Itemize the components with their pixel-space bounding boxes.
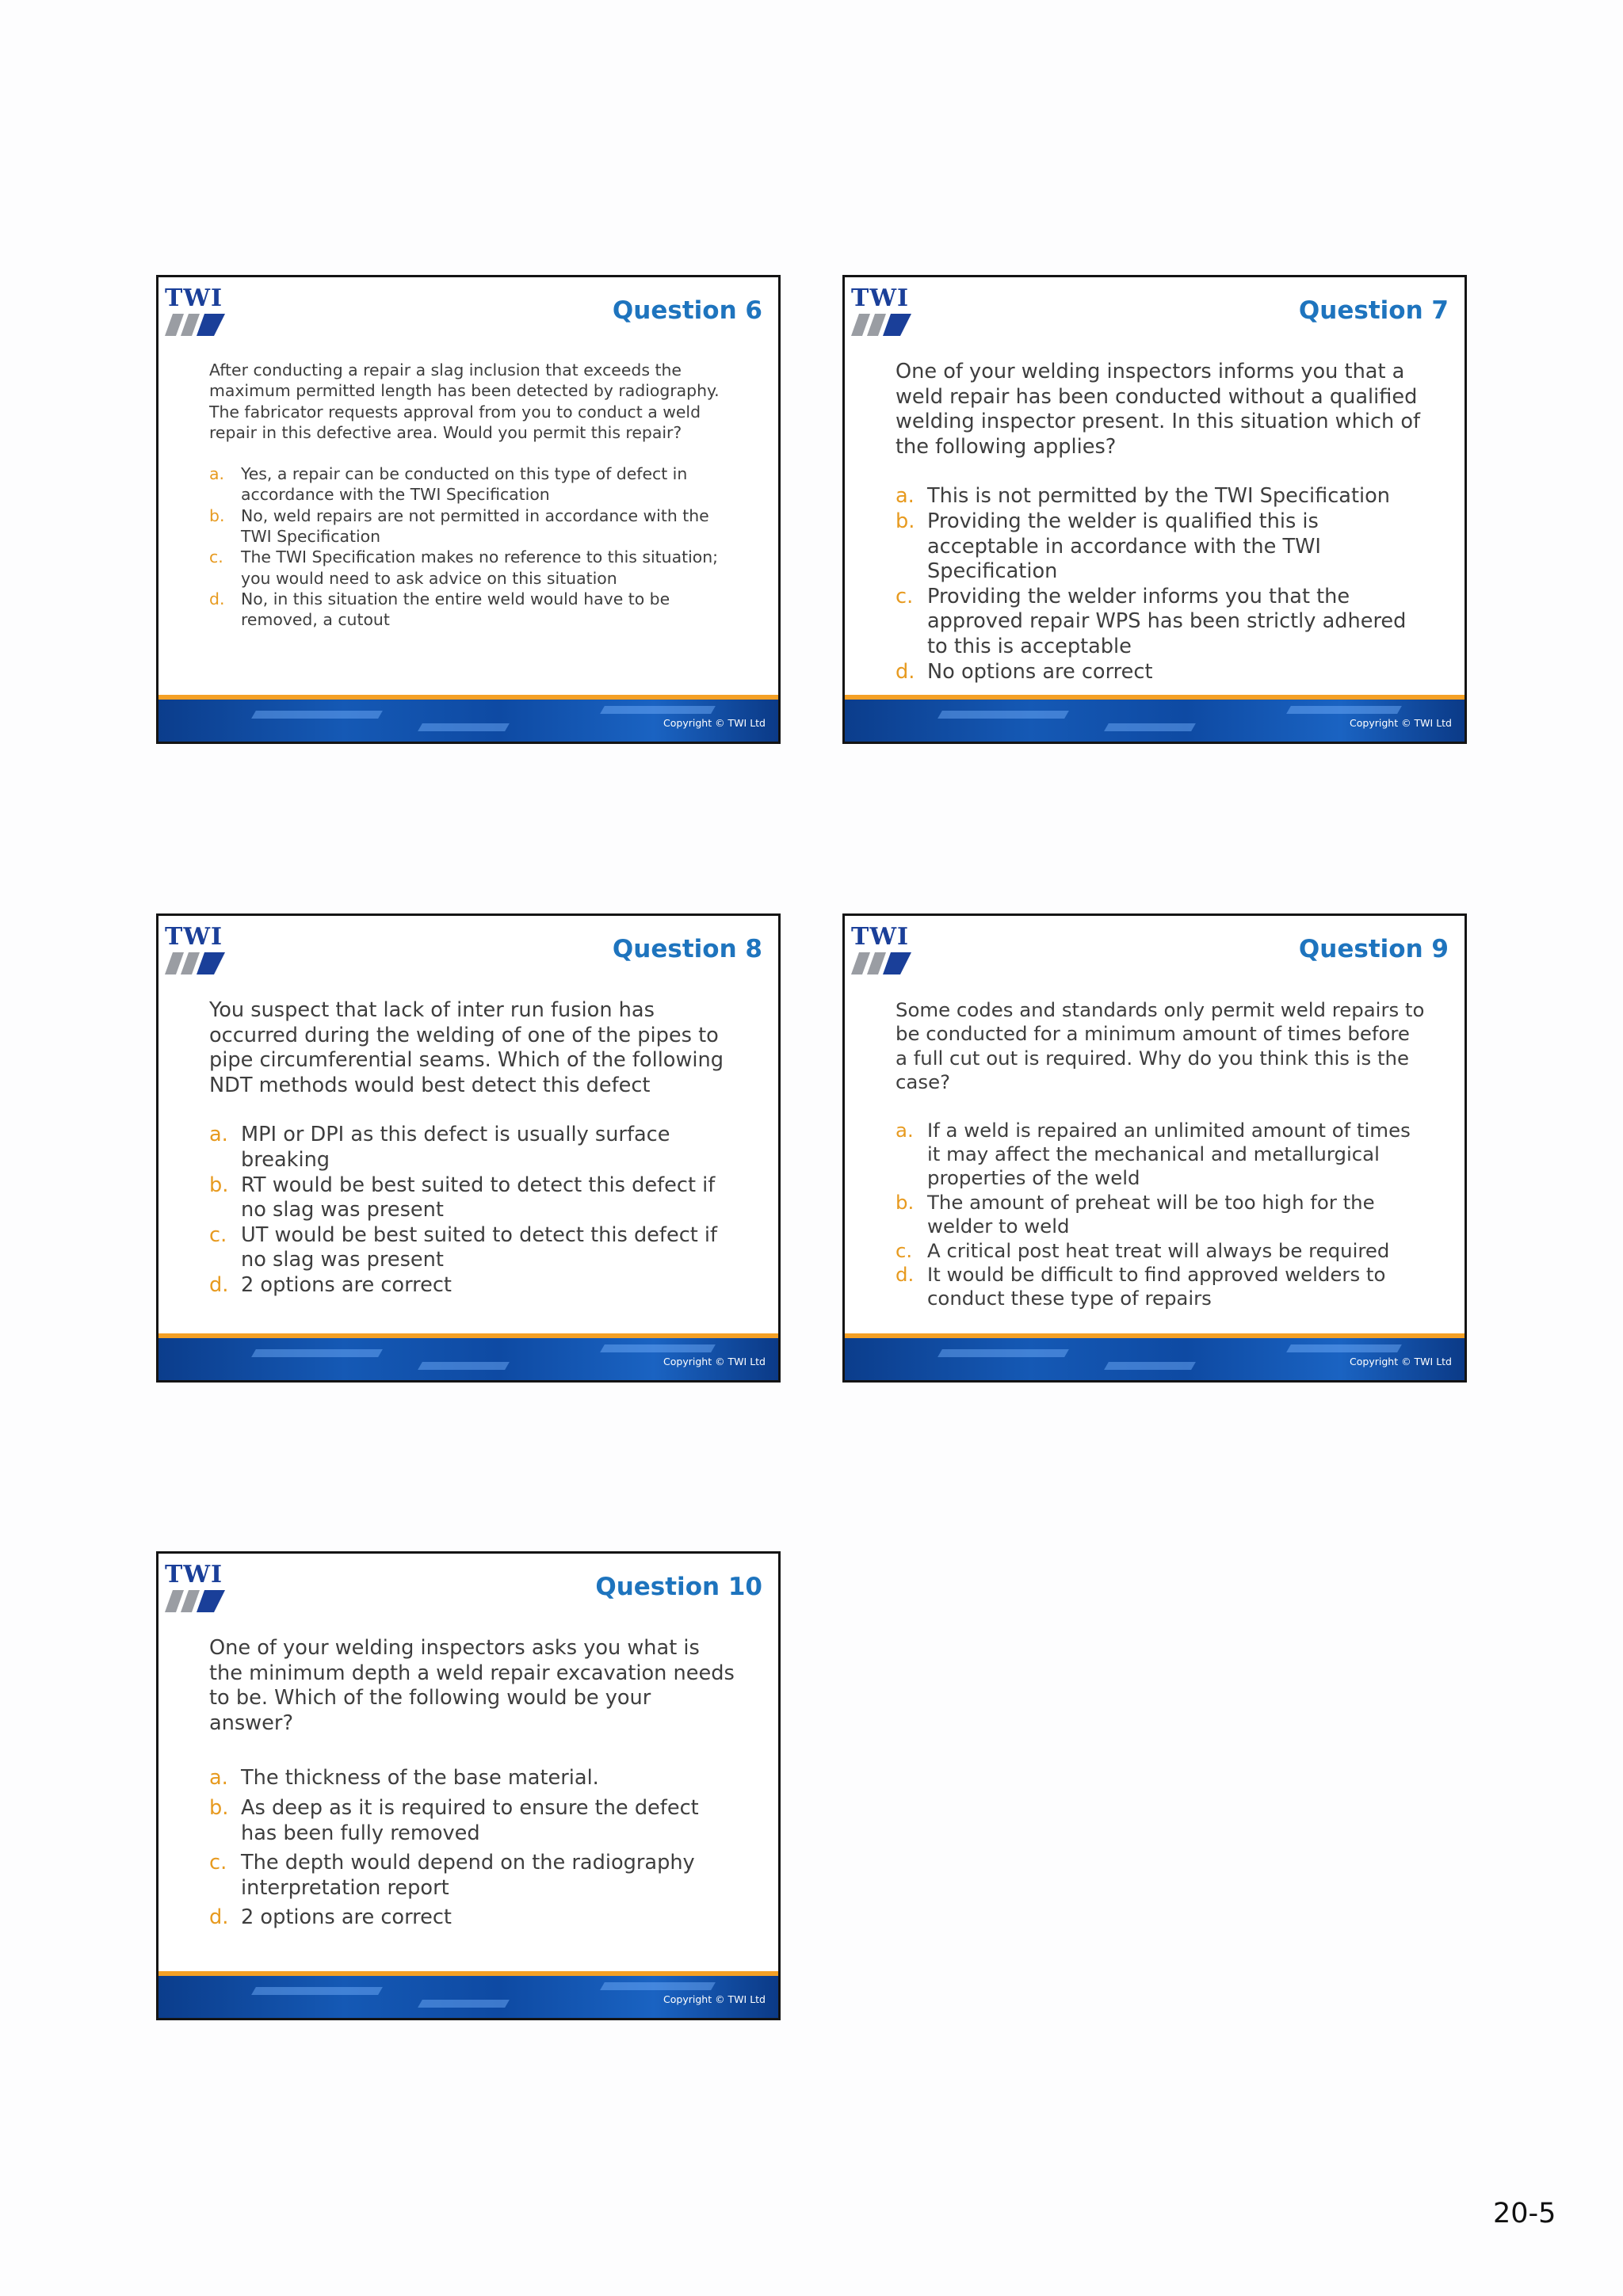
option-text: The amount of preheat will be too high for the welder to weld xyxy=(927,1190,1375,1238)
logo-stripes-icon xyxy=(165,952,225,974)
question-title: Question 6 xyxy=(612,296,762,325)
option-letter: a. xyxy=(209,464,224,484)
option-letter: d. xyxy=(209,1905,229,1930)
option-text: The TWI Specification makes no reference to this situation; you would need to ask advice on this situation xyxy=(241,547,719,588)
page-number: 20-5 xyxy=(1493,2198,1556,2229)
logo-text: TWI xyxy=(165,923,223,951)
footer-band xyxy=(158,700,778,742)
question-title: Question 10 xyxy=(595,1573,762,1601)
option-letter: c. xyxy=(896,1238,913,1262)
slide-question-7 xyxy=(842,275,1467,744)
option-a xyxy=(209,1766,739,1791)
option-letter: c. xyxy=(209,1851,227,1875)
options-list xyxy=(209,1123,739,1298)
question-content xyxy=(209,1636,739,1936)
option-letter: b. xyxy=(209,1173,229,1197)
logo-stripes-icon xyxy=(165,314,225,336)
question-text: You suspect that lack of inter run fusion has occurred during the welding of one of the pipes to pipe circumferential seams. Which of the following NDT methods would best detect this defect xyxy=(209,998,724,1097)
twi-logo xyxy=(851,924,915,976)
option-b xyxy=(896,509,1425,585)
option-letter: b. xyxy=(896,509,915,533)
option-letter: a. xyxy=(896,484,915,509)
option-text: This is not permitted by the TWI Specification xyxy=(927,484,1390,509)
question-title: Question 9 xyxy=(1298,935,1449,963)
option-text: RT would be best suited to detect this defect if no slag was present xyxy=(241,1173,716,1222)
option-letter: b. xyxy=(209,1795,229,1820)
option-text: Providing the welder is qualified this is acceptable in accordance with the TWI Specification xyxy=(927,509,1321,584)
option-text: As deep as it is required to ensure the defect has been fully removed xyxy=(241,1795,699,1845)
option-text: It would be difficult to find approved welders to conduct these type of repairs xyxy=(927,1263,1386,1310)
option-a xyxy=(209,463,739,505)
twi-logo xyxy=(851,285,915,338)
option-d xyxy=(209,1905,739,1931)
option-c xyxy=(896,585,1425,660)
slide-question-6 xyxy=(156,275,781,744)
option-text: No, weld repairs are not permitted in accordance with the TWI Specification xyxy=(241,505,709,547)
option-text: The thickness of the base material. xyxy=(241,1766,599,1791)
twi-logo xyxy=(165,924,228,976)
option-c xyxy=(209,1223,739,1273)
copyright-text: Copyright © TWI Ltd xyxy=(663,1993,766,2005)
question-text: After conducting a repair a slag inclusion that exceeds the maximum permitted length has been detected by radiography. The fabricator requests approval from you to conduct a weld repair in this defective area. Would you permit this repair? xyxy=(209,360,720,442)
slide-question-10 xyxy=(156,1551,781,2020)
option-text: The depth would depend on the radiography interpretation report xyxy=(241,1851,695,1900)
option-letter: a. xyxy=(896,1118,914,1142)
footer-band xyxy=(158,1338,778,1380)
option-text: A critical post heat treat will always be required xyxy=(927,1238,1390,1262)
footer-band xyxy=(845,1338,1465,1380)
options-list xyxy=(209,463,739,630)
logo-stripes-icon xyxy=(851,952,911,974)
twi-logo xyxy=(165,1562,228,1614)
slide-question-8 xyxy=(156,913,781,1383)
logo-text: TWI xyxy=(851,284,910,312)
option-d xyxy=(209,1273,739,1299)
logo-stripes-icon xyxy=(851,314,911,336)
option-b xyxy=(209,1796,739,1846)
option-a xyxy=(896,484,1425,509)
option-letter: d. xyxy=(896,659,915,684)
footer-band xyxy=(158,1976,778,2018)
option-text: UT would be best suited to detect this defect if no slag was present xyxy=(241,1222,718,1272)
question-text: One of your welding inspectors informs you that a weld repair has been conducted without a qualified welding inspector present. In this situation which of the following applies? xyxy=(896,360,1421,459)
option-letter: a. xyxy=(209,1766,228,1791)
option-text: No options are correct xyxy=(927,659,1153,684)
options-list xyxy=(209,1766,739,1931)
option-text: 2 options are correct xyxy=(241,1905,452,1930)
option-d xyxy=(896,660,1425,685)
footer-band xyxy=(845,700,1465,742)
question-content xyxy=(209,998,739,1299)
copyright-text: Copyright © TWI Ltd xyxy=(1350,1356,1452,1367)
option-text: MPI or DPI as this defect is usually surface breaking xyxy=(241,1123,670,1172)
question-content xyxy=(896,998,1425,1311)
copyright-text: Copyright © TWI Ltd xyxy=(1350,717,1452,729)
question-text: Some codes and standards only permit weld repairs to be conducted for a minimum amount of times before a full cut out is required. Why do you think this is the case? xyxy=(896,998,1425,1094)
option-b xyxy=(209,505,739,547)
option-b xyxy=(209,1173,739,1223)
option-d xyxy=(896,1263,1425,1311)
slide-question-9 xyxy=(842,913,1467,1383)
question-title: Question 8 xyxy=(612,935,762,963)
logo-text: TWI xyxy=(165,284,223,312)
twi-logo xyxy=(165,285,228,338)
option-c xyxy=(209,547,739,589)
option-letter: d. xyxy=(209,1272,229,1297)
option-letter: c. xyxy=(896,584,914,608)
copyright-text: Copyright © TWI Ltd xyxy=(663,1356,766,1367)
question-text: One of your welding inspectors asks you what is the minimum depth a weld repair excavation needs to be. Which of the following would be your answer? xyxy=(209,1636,735,1735)
option-text: No, in this situation the entire weld would have to be removed, a cutout xyxy=(241,589,670,630)
option-text: Yes, a repair can be conducted on this type of defect in accordance with the TWI Specification xyxy=(241,464,688,505)
option-c xyxy=(209,1851,739,1901)
option-text: If a weld is repaired an unlimited amount of times it may affect the mechanical and metallurgical properties of the weld xyxy=(927,1118,1411,1190)
option-b xyxy=(896,1191,1425,1239)
option-letter: c. xyxy=(209,1222,227,1247)
option-text: Providing the welder informs you that the approved repair WPS has been strictly adhered to this is acceptable xyxy=(927,584,1407,658)
option-letter: b. xyxy=(209,505,225,525)
option-letter: a. xyxy=(209,1123,228,1147)
copyright-text: Copyright © TWI Ltd xyxy=(663,717,766,729)
options-list xyxy=(896,1119,1425,1311)
question-content xyxy=(209,360,739,631)
logo-text: TWI xyxy=(851,923,910,951)
options-list xyxy=(896,484,1425,685)
option-letter: d. xyxy=(209,589,225,608)
option-a xyxy=(209,1123,739,1173)
option-text: 2 options are correct xyxy=(241,1272,452,1297)
option-letter: c. xyxy=(209,547,223,567)
logo-stripes-icon xyxy=(165,1590,225,1612)
question-title: Question 7 xyxy=(1298,296,1449,325)
question-content xyxy=(896,360,1425,685)
option-d xyxy=(209,589,739,631)
logo-text: TWI xyxy=(165,1561,223,1589)
option-letter: b. xyxy=(896,1190,915,1214)
option-a xyxy=(896,1119,1425,1191)
option-c xyxy=(896,1239,1425,1263)
option-letter: d. xyxy=(896,1263,915,1287)
